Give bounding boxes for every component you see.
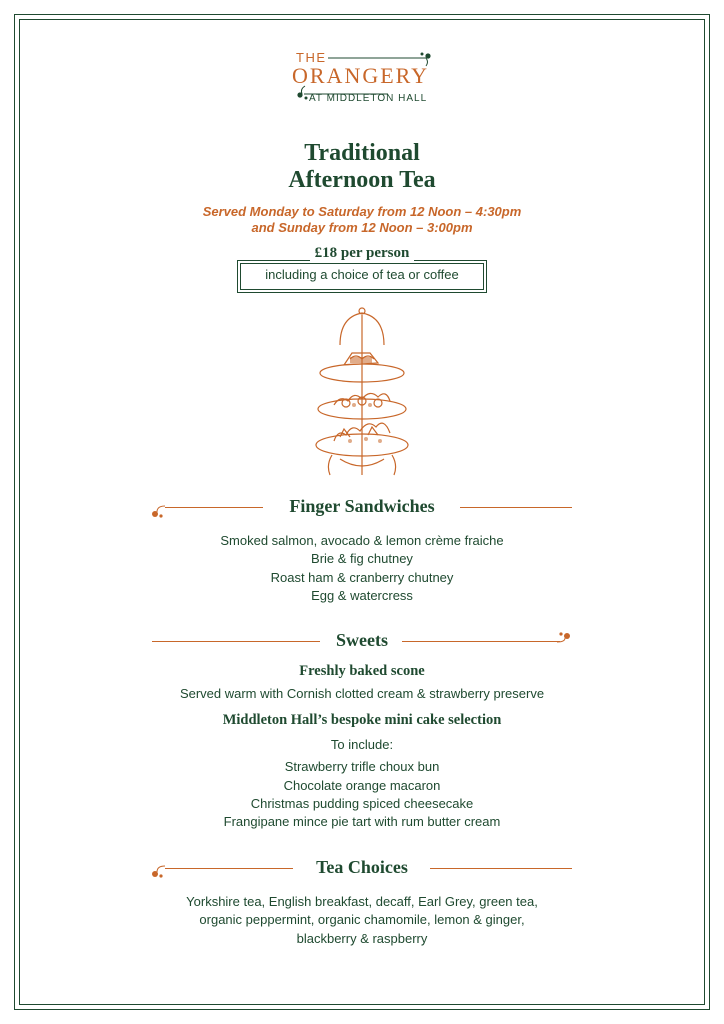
page-title [0, 140, 724, 194]
title-line-2: Afternoon Tea [288, 167, 436, 193]
logo-vine-icon [290, 50, 440, 110]
cake-stand-illustration [310, 305, 414, 481]
list-item: Chocolate orange macaron [283, 777, 441, 793]
price-subtitle: including a choice of tea or coffee [265, 267, 459, 282]
list-item: Yorkshire tea, English breakfast, decaff, Earl Grey, green tea, [186, 894, 538, 909]
cake-selection-title: Middleton Hall’s bespoke mini cake selection [222, 712, 502, 728]
list-item: Frangipane mince pie tart with rum butter cream [223, 814, 501, 830]
logo-the: THE [296, 50, 327, 65]
list-item: Christmas pudding spiced cheesecake [250, 795, 474, 811]
cake-intro: To include: [330, 737, 394, 752]
list-item: Smoked salmon, avocado & lemon crème fraiche [220, 533, 504, 548]
list-item: Roast ham & cranberry chutney [270, 569, 454, 585]
finger-sandwiches-list [0, 532, 724, 605]
finger-sandwiches-heading: Finger Sandwiches [289, 496, 435, 516]
price-label-wrap [0, 244, 724, 262]
price-label: £18 per person [310, 245, 415, 262]
list-item: organic peppermint, organic chamomile, lemon & ginger, [199, 912, 525, 928]
tea-choices-list [0, 893, 724, 948]
title-line-1: Traditional [304, 140, 420, 166]
scone-description: Served warm with Cornish clotted cream & strawberry preserve [179, 686, 545, 701]
sweets-heading: Sweets [336, 630, 388, 650]
list-item: Strawberry trifle choux bun [284, 759, 440, 775]
served-line-1: Served Monday to Saturday from 12 Noon – 4:30pm [202, 204, 522, 219]
cake-selection-list [0, 736, 724, 831]
logo-at-middleton-hall: AT MIDDLETON HALL [309, 93, 428, 104]
list-item: Brie & fig chutney [311, 551, 413, 567]
scone-title: Freshly baked scone [299, 663, 425, 679]
tea-choices-heading: Tea Choices [316, 857, 408, 877]
logo-orangery: ORANGERY [292, 63, 430, 88]
list-item: blackberry & raspberry [296, 930, 428, 946]
served-line-2: and Sunday from 12 Noon – 3:00pm [251, 220, 473, 235]
serving-times [0, 204, 724, 236]
list-item: Egg & watercress [311, 587, 413, 603]
